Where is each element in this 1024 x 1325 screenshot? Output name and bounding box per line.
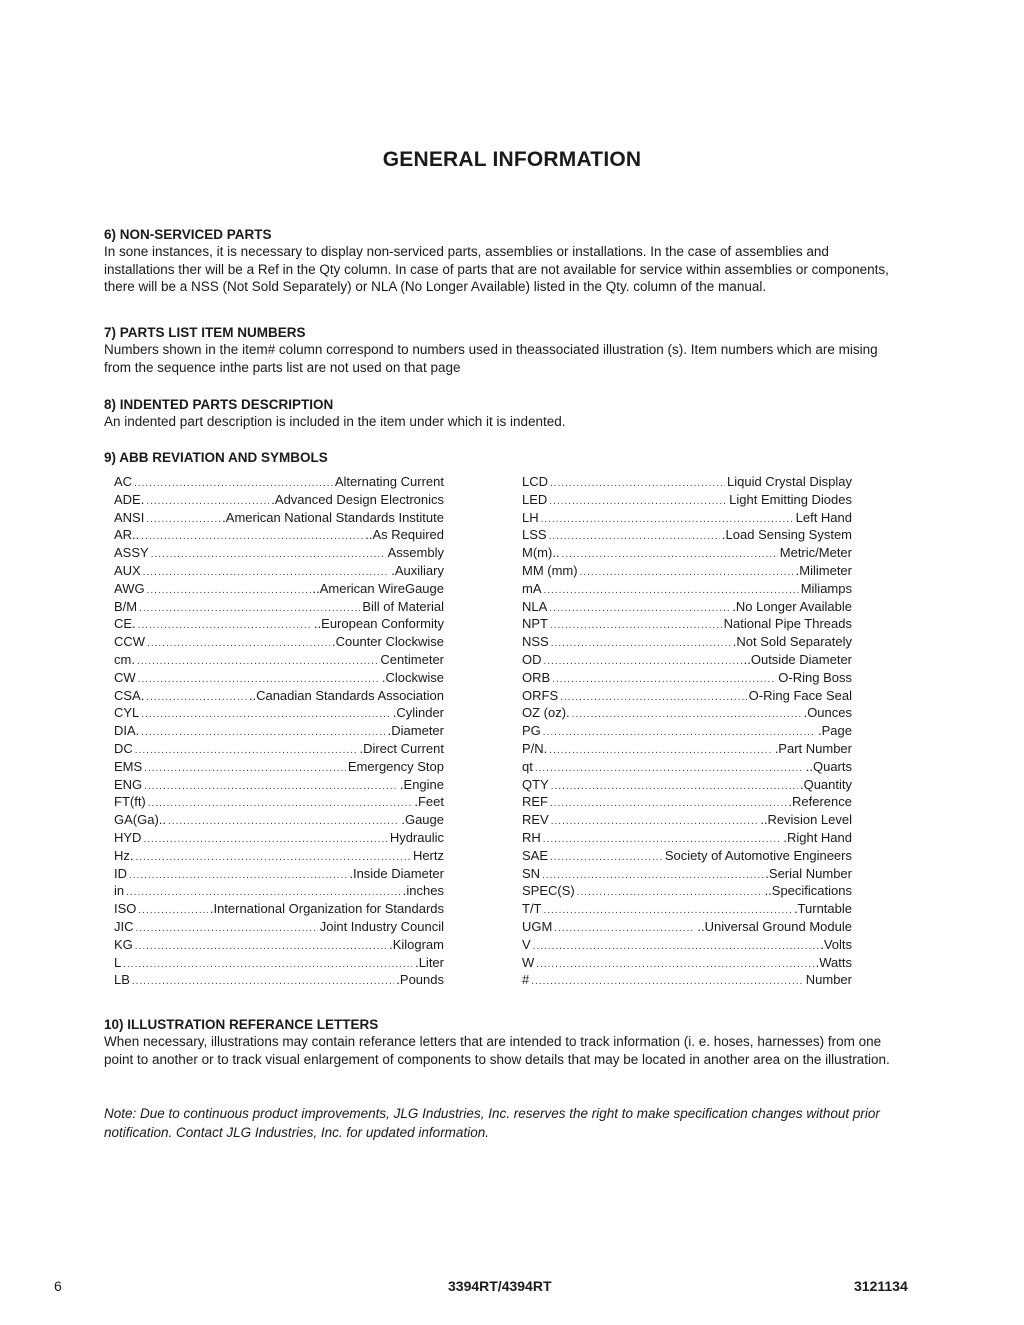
abbreviation-key: DIA. xyxy=(114,723,140,739)
abbreviation-meaning: .Right Hand xyxy=(783,829,852,845)
abbreviation-key: CE. xyxy=(114,616,136,632)
abbreviation-meaning: .Turntable xyxy=(793,901,852,917)
section-body: An indented part description is included in the item under which it is indented. xyxy=(104,414,566,429)
abbreviation-key: CW xyxy=(114,669,136,685)
abbreviation-key: HYD xyxy=(114,829,142,845)
dot-leader xyxy=(135,938,387,956)
dot-leader xyxy=(550,795,786,813)
abbreviation-row xyxy=(114,651,444,669)
abbreviation-meaning: ..Canadian Standards Association xyxy=(248,687,444,703)
abbreviation-meaning: Light Emitting Diodes xyxy=(729,491,852,507)
abbreviation-key: ORB xyxy=(522,669,551,685)
abbreviation-row xyxy=(522,491,852,509)
abbreviation-row xyxy=(114,758,444,776)
section-non-serviced-parts xyxy=(104,226,894,296)
abbreviation-row xyxy=(114,615,444,633)
abbreviation-row xyxy=(114,509,444,527)
dot-leader xyxy=(141,724,385,742)
abbreviation-key: MM (mm) xyxy=(522,562,578,578)
dot-leader xyxy=(138,902,207,920)
section-abbreviation-and-symbols xyxy=(104,449,894,466)
abbreviation-key: W xyxy=(522,954,535,970)
dot-leader xyxy=(144,778,398,796)
abbreviation-key: SAE xyxy=(522,847,549,863)
abbreviation-row xyxy=(522,811,852,829)
abbreviation-row xyxy=(114,811,444,829)
abbreviation-meaning: O-Ring Face Seal xyxy=(748,687,852,703)
abbreviation-row xyxy=(522,704,852,722)
abbreviation-row xyxy=(522,598,852,616)
abbreviation-row xyxy=(114,598,444,616)
abbreviation-list-left xyxy=(114,473,444,989)
abbreviation-key: L xyxy=(114,954,122,970)
dot-leader xyxy=(580,564,794,582)
abbreviation-key: ASSY xyxy=(114,545,149,561)
abbreviation-row xyxy=(114,971,444,989)
abbreviation-key: NPT xyxy=(522,616,548,632)
abbreviation-row xyxy=(114,669,444,687)
abbreviation-row xyxy=(114,580,444,598)
section-heading: 9) ABB REVIATION AND SYMBOLS xyxy=(104,450,328,465)
section-heading: 10) ILLUSTRATION REFERANCE LETTERS xyxy=(104,1017,379,1032)
page-title: GENERAL INFORMATION xyxy=(382,148,642,171)
section-heading: 6) NON-SERVICED PARTS xyxy=(104,227,272,242)
abbreviation-meaning: Metric/Meter xyxy=(779,545,852,561)
abbreviation-meaning: ..Quarts xyxy=(805,758,852,774)
abbreviation-meaning: Liquid Crystal Display xyxy=(727,474,852,489)
abbreviation-meaning: Number xyxy=(805,972,852,988)
abbreviation-row xyxy=(114,740,444,758)
abbreviation-meaning: .Auxiliary xyxy=(391,562,444,578)
dot-leader xyxy=(550,849,663,867)
abbreviation-meaning: .Inside Diameter xyxy=(349,865,444,881)
abbreviation-row xyxy=(114,918,444,936)
section-body: In sone instances, it is necessary to display non-serviced parts, assemblies or installations. In the case of assemblies and installations ther will be a Ref in the Qty column. In case of parts that are not available for service within assemblies or components, there will be a NSS (Not Sold Separately) or NLA (No Longer Available) listed in the Qty. column of the manual. xyxy=(104,244,889,294)
abbreviation-meaning: .International Organization for Standards xyxy=(209,901,444,917)
abbreviation-key: REF xyxy=(522,794,548,810)
dot-leader xyxy=(141,706,390,724)
abbreviation-key: AUX xyxy=(114,562,141,578)
abbreviation-row xyxy=(522,918,852,936)
abbreviation-meaning: .Direct Current xyxy=(359,740,444,756)
abbreviation-key: OZ (oz). xyxy=(522,705,570,721)
abbreviation-key: JIC xyxy=(114,918,134,934)
abbreviation-row xyxy=(522,562,852,580)
abbreviation-row xyxy=(522,865,852,883)
abbreviation-row xyxy=(522,509,852,527)
abbreviation-meaning: .Pounds xyxy=(396,972,444,988)
dot-leader xyxy=(551,635,731,653)
dot-leader xyxy=(550,617,722,635)
abbreviation-key: # xyxy=(522,972,530,988)
dot-leader xyxy=(536,956,813,974)
note-text: Note: Due to continuous product improvements, JLG Industries, Inc. reserves the right to make specification changes without prior notification. Contact JLG Industries, Inc. for updated information. xyxy=(104,1106,880,1140)
section-indented-parts-description xyxy=(104,396,894,431)
abbreviation-row xyxy=(114,704,444,722)
abbreviation-meaning: .Watts xyxy=(815,954,852,970)
abbreviation-row xyxy=(114,633,444,651)
dot-leader xyxy=(533,938,819,956)
abbreviation-meaning: ..Outside Diameter xyxy=(743,651,852,667)
abbreviation-meaning: Hydraulic xyxy=(389,829,444,845)
dot-leader xyxy=(549,528,720,546)
abbreviation-key: OD xyxy=(522,651,542,667)
dot-leader xyxy=(129,867,347,885)
abbreviation-row xyxy=(114,722,444,740)
abbreviation-row xyxy=(522,615,852,633)
abbreviation-row xyxy=(522,776,852,794)
dot-leader xyxy=(147,582,311,600)
section-body: When necessary, illustrations may contain referance letters that are intended to track information (i. e. hoses, harnesses) from one point to another or to track visual enlargement of components to show details that may be located in another area on the illustration. xyxy=(104,1034,890,1067)
abbreviation-key: ANSI xyxy=(114,509,145,525)
abbreviation-meaning: .Milimeter xyxy=(795,562,852,578)
abbreviation-meaning: Bill of Material xyxy=(362,598,444,614)
abbreviation-meaning: .Diameter xyxy=(387,723,444,739)
abbreviation-row xyxy=(522,936,852,954)
abbreviation-key: Hz. xyxy=(114,847,134,863)
abbreviation-key: CSA. xyxy=(114,687,145,703)
abbreviation-meaning: .Reference xyxy=(788,794,852,810)
abbreviation-key: ORFS xyxy=(522,687,559,703)
abbreviation-meaning: .inches xyxy=(402,883,444,899)
abbreviation-meaning: Assembly xyxy=(387,545,444,561)
abbreviation-key: T/T xyxy=(522,901,542,917)
abbreviation-row xyxy=(114,882,444,900)
abbreviation-key: CCW xyxy=(114,634,146,650)
dot-leader xyxy=(554,920,695,938)
abbreviation-meaning: .Feet xyxy=(414,794,444,810)
abbreviation-meaning: .Gauge xyxy=(401,812,444,828)
abbreviation-meaning: Alternating Current xyxy=(334,474,444,489)
abbreviation-key: ENG xyxy=(114,776,143,792)
abbreviation-row xyxy=(522,580,852,598)
dot-leader xyxy=(136,920,318,938)
abbreviation-meaning: Hertz xyxy=(412,847,444,863)
abbreviation-row xyxy=(522,758,852,776)
dot-leader xyxy=(549,493,727,511)
model-number: 3394RT/4394RT xyxy=(448,1278,552,1294)
dot-leader xyxy=(572,706,802,724)
abbreviation-meaning: .Liter xyxy=(415,954,444,970)
abbreviation-meaning: .Serial Number xyxy=(765,865,852,881)
abbreviation-key: NLA xyxy=(522,598,548,614)
abbreviation-row xyxy=(522,847,852,865)
abbreviation-meaning: .Kilogram xyxy=(389,936,444,952)
abbreviation-key: LED xyxy=(522,491,548,507)
abbreviation-meaning: ..European Conformity xyxy=(313,616,444,632)
abbreviation-key: LH xyxy=(522,509,539,525)
abbreviation-meaning: Emergency Stop xyxy=(347,758,444,774)
abbreviation-key: mA xyxy=(522,580,542,596)
abbreviation-meaning: ..Revision Level xyxy=(760,812,852,828)
abbreviation-meaning: .Advanced Design Electronics xyxy=(271,491,444,507)
abbreviation-meaning: ..Universal Ground Module xyxy=(697,918,852,934)
dot-leader xyxy=(148,795,413,813)
abbreviation-row xyxy=(114,954,444,972)
abbreviation-key: NSS xyxy=(522,634,549,650)
abbreviation-key: LSS xyxy=(522,527,547,543)
abbreviation-meaning: .No Longer Available xyxy=(732,598,852,614)
dot-leader xyxy=(535,760,804,778)
dot-leader xyxy=(560,689,747,707)
abbreviation-key: LCD xyxy=(522,474,549,489)
abbreviation-key: ID xyxy=(114,865,127,881)
abbreviation-meaning: Society of Automotive Engineers xyxy=(664,847,852,863)
dot-leader xyxy=(144,760,346,778)
dot-leader xyxy=(141,528,363,546)
abbreviation-row xyxy=(114,473,444,491)
abbreviation-list-right xyxy=(522,473,852,989)
abbreviation-meaning: ..Specifications xyxy=(764,883,852,899)
section-heading: 8) INDENTED PARTS DESCRIPTION xyxy=(104,397,334,412)
abbreviation-row xyxy=(522,687,852,705)
abbreviation-key: PG xyxy=(522,723,541,739)
abbreviation-key: KG xyxy=(114,936,133,952)
dot-leader xyxy=(549,742,772,760)
abbreviation-row xyxy=(114,687,444,705)
abbreviation-meaning: Left Hand xyxy=(795,509,852,525)
section-body: Numbers shown in the item# column correspond to numbers used in theassociated illustration (s). Item numbers which are mising from the sequence inthe parts list are not used on that page xyxy=(104,342,878,375)
abbreviation-meaning: .American National Standards Institute xyxy=(222,509,444,525)
section-parts-list-item-numbers xyxy=(104,324,894,376)
dot-leader xyxy=(551,813,758,831)
abbreviation-meaning: .Page xyxy=(818,723,852,739)
abbreviation-key: AR.. xyxy=(114,527,140,543)
abbreviation-key: DC xyxy=(114,740,133,756)
abbreviation-meaning: National Pipe Threads xyxy=(723,616,852,632)
abbreviation-key: P/N. xyxy=(522,740,548,756)
abbreviation-meaning: Joint Industry Council xyxy=(319,918,444,934)
abbreviation-key: qt xyxy=(522,758,533,774)
abbreviation-row xyxy=(114,562,444,580)
dot-leader xyxy=(143,831,387,849)
abbreviation-key: B/M xyxy=(114,598,138,614)
dot-leader xyxy=(551,778,798,796)
dot-leader xyxy=(135,742,358,760)
abbreviation-key: REV xyxy=(522,812,549,828)
abbreviation-meaning: .Volts xyxy=(820,936,852,952)
abbreviation-row xyxy=(522,651,852,669)
page-number: 6 xyxy=(54,1278,62,1294)
dot-leader xyxy=(577,884,763,902)
abbreviation-meaning: O-Ring Boss xyxy=(778,669,852,685)
abbreviation-meaning: .Engine xyxy=(399,776,444,792)
abbreviation-meaning: .Quantity xyxy=(799,776,852,792)
abbreviation-key: cm. xyxy=(114,651,135,667)
abbreviation-meaning: Miliamps xyxy=(800,580,852,596)
dot-leader xyxy=(542,867,763,885)
abbreviation-key: FT(ft) xyxy=(114,794,146,810)
abbreviation-row xyxy=(522,971,852,989)
abbreviation-key: V xyxy=(522,936,531,952)
dot-leader xyxy=(531,973,804,991)
section-heading: 7) PARTS LIST ITEM NUMBERS xyxy=(104,325,306,340)
dot-leader xyxy=(549,600,730,618)
abbreviation-key: AWG xyxy=(114,580,145,596)
dot-leader xyxy=(132,973,394,991)
dot-leader xyxy=(123,956,413,974)
abbreviation-row xyxy=(114,526,444,544)
abbreviation-row xyxy=(522,633,852,651)
dot-leader xyxy=(168,813,399,831)
abbreviation-row xyxy=(522,526,852,544)
dot-leader xyxy=(562,546,778,564)
abbreviation-key: EMS xyxy=(114,758,143,774)
abbreviation-row xyxy=(522,882,852,900)
dot-leader xyxy=(550,475,725,493)
abbreviation-meaning: .Ounces xyxy=(803,705,852,721)
abbreviation-key: RH xyxy=(522,829,541,845)
abbreviation-row xyxy=(522,954,852,972)
abbreviation-key: GA(Ga).. xyxy=(114,812,167,828)
abbreviation-key: ISO xyxy=(114,901,137,917)
abbreviation-key: SN xyxy=(522,865,541,881)
abbreviation-key: UGM xyxy=(522,918,553,934)
abbreviation-row xyxy=(522,473,852,491)
abbreviation-row xyxy=(114,544,444,562)
abbreviation-row xyxy=(522,669,852,687)
abbreviation-meaning: Centimeter xyxy=(380,651,444,667)
dot-leader xyxy=(146,689,247,707)
abbreviation-row xyxy=(114,491,444,509)
abbreviation-row xyxy=(114,900,444,918)
abbreviation-meaning: .Cylinder xyxy=(392,705,444,721)
abbreviation-row xyxy=(114,829,444,847)
abbreviation-key: QTY xyxy=(522,776,549,792)
document-number: 3121134 xyxy=(854,1278,908,1294)
abbreviation-row xyxy=(114,776,444,794)
abbreviation-meaning: .Load Sensing System xyxy=(721,527,852,543)
abbreviation-key: in xyxy=(114,883,125,899)
section-illustration-reference-letters xyxy=(104,1016,894,1068)
dot-leader xyxy=(151,546,386,564)
abbreviation-row xyxy=(522,740,852,758)
abbreviation-meaning: .Not Sold Separately xyxy=(732,634,852,650)
abbreviation-key: LB xyxy=(114,972,130,988)
abbreviation-meaning: .Clockwise xyxy=(381,669,444,685)
abbreviation-row xyxy=(522,900,852,918)
dot-leader xyxy=(552,671,776,689)
dot-leader xyxy=(544,653,742,671)
abbreviation-meaning: ..As Required xyxy=(365,527,444,543)
abbreviation-row xyxy=(522,829,852,847)
abbreviation-key: AC xyxy=(114,474,133,489)
abbreviation-row xyxy=(522,793,852,811)
abbreviation-key: CYL xyxy=(114,705,140,721)
abbreviation-row xyxy=(522,544,852,562)
abbreviation-row xyxy=(114,865,444,883)
abbreviation-key: ADE. xyxy=(114,491,145,507)
dot-leader xyxy=(137,653,378,671)
abbreviation-row xyxy=(114,936,444,954)
abbreviation-key: M(m).. xyxy=(522,545,560,561)
abbreviation-row xyxy=(114,793,444,811)
abbreviation-key: SPEC(S) xyxy=(522,883,575,899)
abbreviation-row xyxy=(522,722,852,740)
abbreviation-meaning: .Counter Clockwise xyxy=(332,634,444,650)
dot-leader xyxy=(146,511,220,529)
abbreviation-meaning: ..American WireGauge xyxy=(312,580,444,596)
abbreviation-row xyxy=(114,847,444,865)
dot-leader xyxy=(138,617,312,635)
dot-leader xyxy=(147,635,330,653)
abbreviation-meaning: .Part Number xyxy=(774,740,852,756)
